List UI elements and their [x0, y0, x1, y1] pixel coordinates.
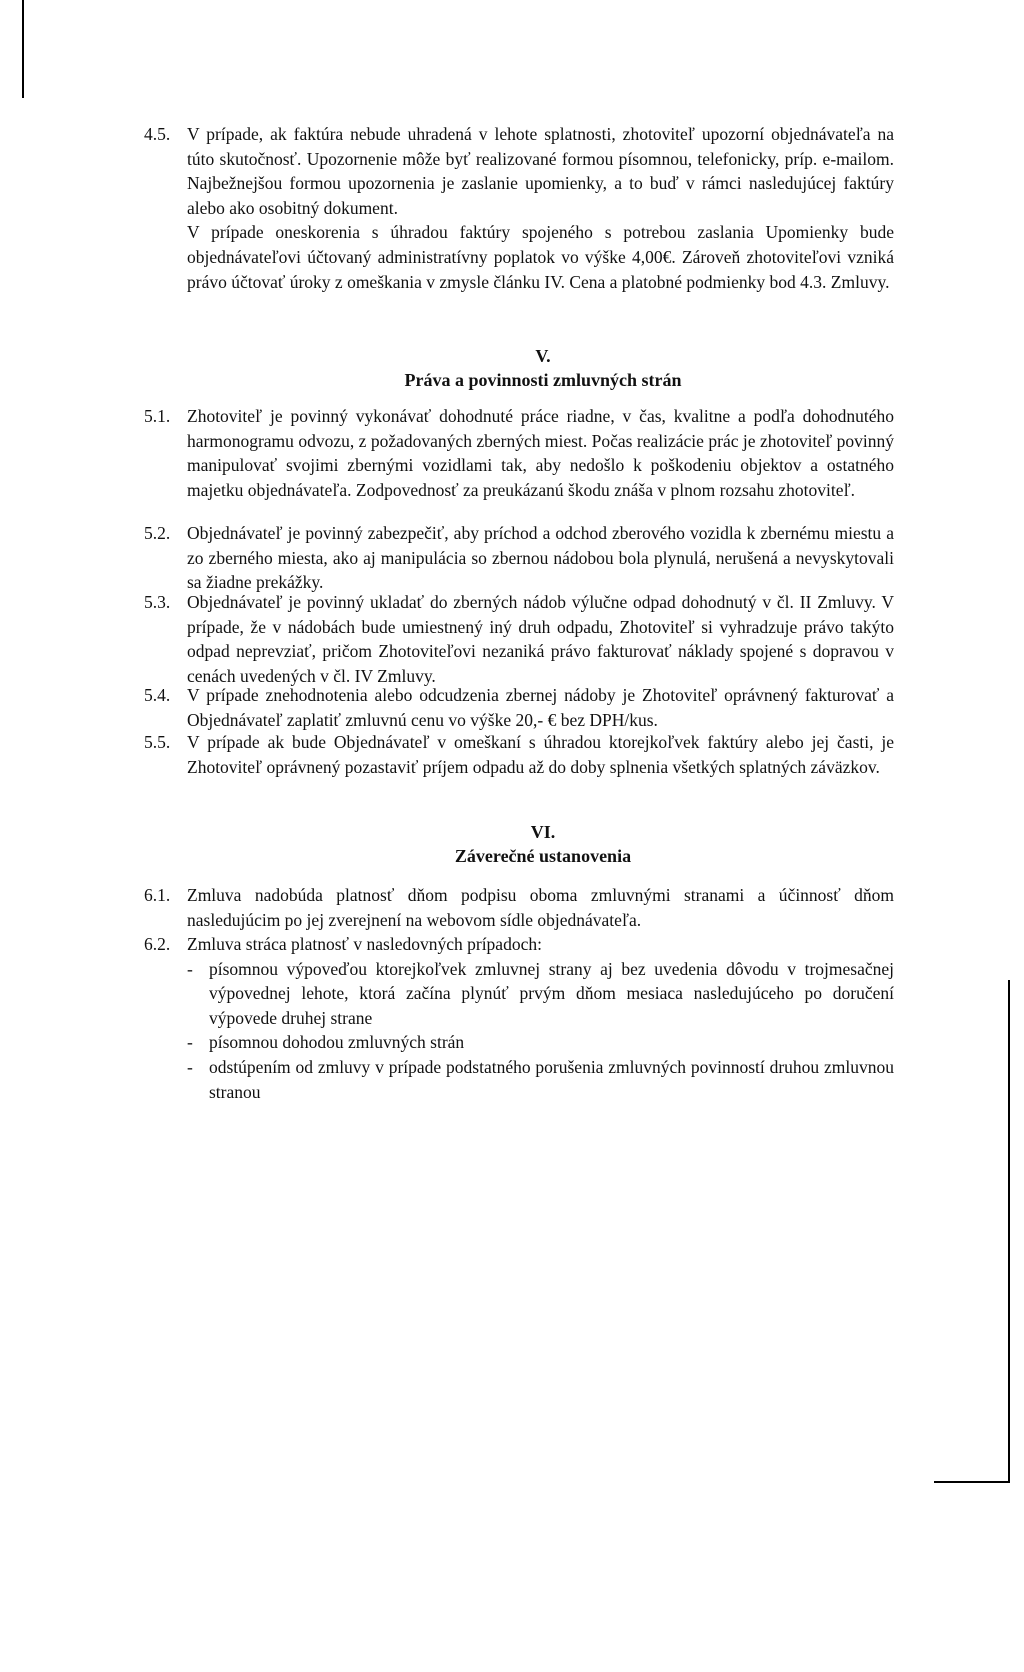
section-number: V. [535, 346, 551, 366]
clause-6-1 [144, 883, 894, 932]
clause-5-1 [144, 404, 894, 502]
clause-number: 5.4. [144, 685, 171, 705]
clause-text: V prípade znehodnotenia alebo odcudzenia zbernej nádoby je Zhotoviteľ oprávnený fakturovať a Objednávateľ zaplatiť zmluvnú cenu vo výške 20,- € bez DPH/kus. [187, 685, 894, 730]
clause-number: 4.5. [144, 124, 171, 144]
clause-number: 5.1. [144, 406, 171, 426]
clause-text: Objednávateľ je povinný zabezpečiť, aby príchod a odchod zberového vozidla k zbernému miestu a zo zberného miesta, ako aj manipulácia so zbernou nádobou bola plynulá, nerušená a nevyskytovali sa žiadne prekážky. [187, 523, 894, 593]
clause-number: 5.3. [144, 592, 171, 612]
clause-text: Zmluva nadobúda platnosť dňom podpisu oboma zmluvnými stranami a účinnosť dňom nasledujúcim po jej zverejnení na webovom sídle objednávateľa. [187, 885, 894, 930]
section-title: Záverečné ustanovenia [454, 846, 632, 866]
list-dash: - [187, 1056, 193, 1077]
list-item-text: písomnou dohodou zmluvných strán [209, 1032, 465, 1053]
clause-text: V prípade, ak faktúra nebude uhradená v lehote splatnosti, zhotoviteľ upozorní objednávateľa na túto skutočnosť. Upozornenie môže byť realizované formou písomnou, telefonicky, príp. e-mailom. Najbežnejšou formou upozornenia je zaslanie upomienky, a to buď v rámci nasledujúcej faktúry alebo ako osobitný dokument. [187, 124, 894, 218]
clause-number: 5.5. [144, 732, 171, 752]
clause-text: Zmluva stráca platnosť v nasledovných prípadoch: [187, 934, 542, 954]
section-heading-vi [0, 820, 1024, 868]
list-item [187, 957, 894, 1031]
clause-5-4 [144, 683, 894, 732]
clause-text: Zhotoviteľ je povinný vykonávať dohodnuté práce riadne, v čas, kvalitne a podľa dohodnutého harmonogramu odvozu, z požadovaných zberných miest. Počas realizácie prác je zhotoviteľ povinný manipulovať svojimi zbernými vozidlami tak, aby nedošlo k poškodeniu objektov a ostatného majetku objednávateľa. Zodpovednosť za preukázanú škodu znáša v plnom rozsahu zhotoviteľ. [187, 406, 894, 500]
list-item [187, 1030, 894, 1055]
list-dash: - [187, 1032, 193, 1053]
section-title: Práva a povinnosti zmluvných strán [404, 370, 682, 390]
clause-text: V prípade ak bude Objednávateľ v omeškaní s úhradou ktorejkoľvek faktúry alebo jej časti, je Zhotoviteľ oprávnený pozastaviť príjem odpadu až do doby splnenia všetkých splatných záväzkov. [187, 732, 894, 777]
clause-6-2 [144, 932, 894, 1104]
section-number: VI. [530, 822, 556, 842]
clause-number: 5.2. [144, 523, 171, 543]
clause-5-2 [144, 521, 894, 595]
clause-number: 6.2. [144, 934, 171, 954]
termination-list [187, 957, 894, 1105]
clause-text-continued: V prípade oneskorenia s úhradou faktúry spojeného s potrebou zaslania Upomienky bude objednávateľovi účtovaný administratívny poplatok vo výške 4,00€. Zároveň zhotoviteľovi vzniká právo účtovať úroky z omeškania v zmysle článku IV. Cena a platobné podmienky bod 4.3. Zmluvy. [187, 222, 894, 292]
list-item-text: odstúpením od zmluvy v prípade podstatného porušenia zmluvných povinností druhou zmluvnou stranou [209, 1056, 894, 1102]
clause-4-5 [144, 122, 894, 294]
clause-text: Objednávateľ je povinný ukladať do zberných nádob výlučne odpad dohodnutý v čl. II Zmluvy. V prípade, že v nádobách bude umiestnený iný druh odpadu, Zhotoviteľ si vyhradzuje právo takýto odpad neprevziať, pričom Zhotoviteľovi nezaniká právo fakturovať náklady spojené s dopravou v cenách uvedených v čl. IV Zmluvy. [187, 592, 894, 686]
clause-number: 6.1. [144, 885, 171, 905]
list-item [187, 1055, 894, 1104]
clause-5-3 [144, 590, 894, 688]
clause-5-5 [144, 730, 894, 779]
section-heading-v [0, 344, 1024, 392]
list-dash: - [187, 958, 193, 979]
list-item-text: písomnou výpoveďou ktorejkoľvek zmluvnej strany aj bez uvedenia dôvodu v trojmesačnej výpovednej lehote, ktorá začína plynúť prvým dňom mesiaca nasledujúceho po doručení výpovede druhej strane [209, 958, 894, 1028]
